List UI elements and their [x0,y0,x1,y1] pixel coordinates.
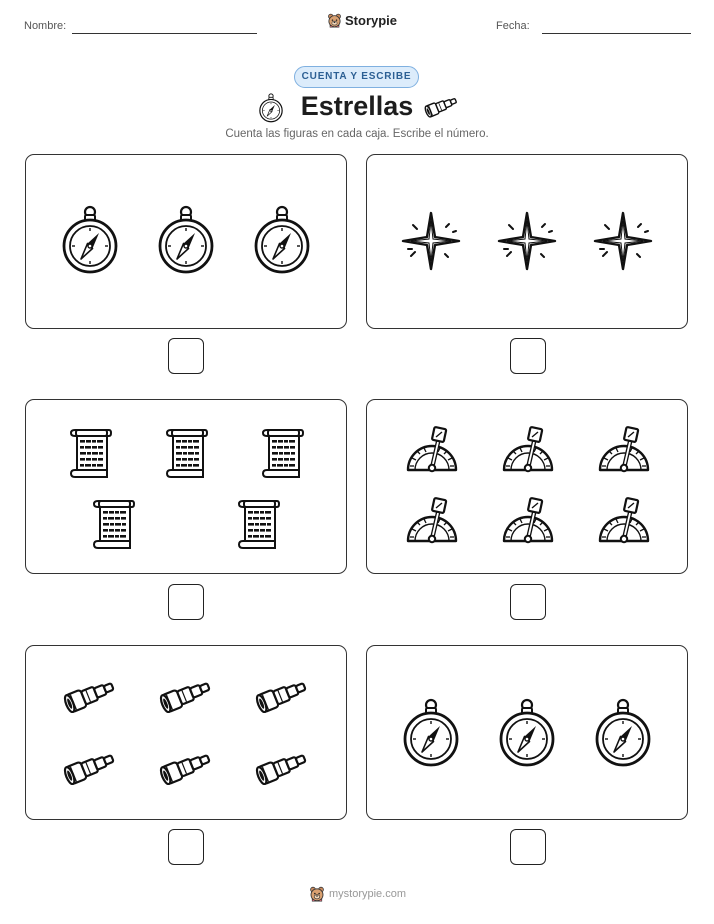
compass-icon [593,698,653,768]
answer-box-1[interactable] [168,338,204,374]
spyglass-icon [63,677,119,713]
name-input-line[interactable] [72,33,257,34]
page-title: Estrellas [300,91,414,121]
gauge-icon [596,497,652,547]
brand-logo [327,13,397,28]
answer-box-6[interactable] [510,829,546,865]
four-point-star-icon [593,211,653,271]
spyglass-icon [424,94,460,118]
answer-box-3[interactable] [168,584,204,620]
gauge-icon [404,426,460,476]
instructions: Cuenta las figuras en cada caja. Escribe el número. [225,128,489,140]
counting-box-6 [366,645,688,820]
scroll-icon [261,426,305,480]
gauge-icon [596,426,652,476]
bear-mascot-icon [327,13,342,28]
date-label: Fecha: [496,20,530,32]
counting-box-1 [25,154,347,329]
counting-box-2 [366,154,688,329]
footer-url[interactable]: mystorypie.com [329,888,407,900]
spyglass-icon [255,677,311,713]
name-label: Nombre: [24,20,67,32]
four-point-star-icon [401,211,461,271]
scroll-icon [92,497,136,551]
compass-icon [497,698,557,768]
compass-icon [156,205,216,275]
answer-box-4[interactable] [510,584,546,620]
brand-name: Storypie [345,13,398,28]
bear-mascot-icon [309,886,325,902]
answer-box-2[interactable] [510,338,546,374]
date-input-line[interactable] [542,33,691,34]
footer [309,886,406,902]
compass-icon [60,205,120,275]
compass-icon [252,205,312,275]
scroll-icon [237,497,281,551]
scroll-icon [165,426,209,480]
scroll-icon [69,426,113,480]
counting-box-3 [25,399,347,574]
four-point-star-icon [497,211,557,271]
counting-box-4 [366,399,688,574]
answer-box-5[interactable] [168,829,204,865]
spyglass-icon [159,749,215,785]
spyglass-icon [63,749,119,785]
compass-icon [401,698,461,768]
gauge-icon [500,497,556,547]
gauge-icon [500,426,556,476]
counting-box-5 [25,645,347,820]
activity-badge: CUENTA Y ESCRIBE [294,66,419,88]
spyglass-icon [255,749,311,785]
gauge-icon [404,497,460,547]
spyglass-icon [159,677,215,713]
